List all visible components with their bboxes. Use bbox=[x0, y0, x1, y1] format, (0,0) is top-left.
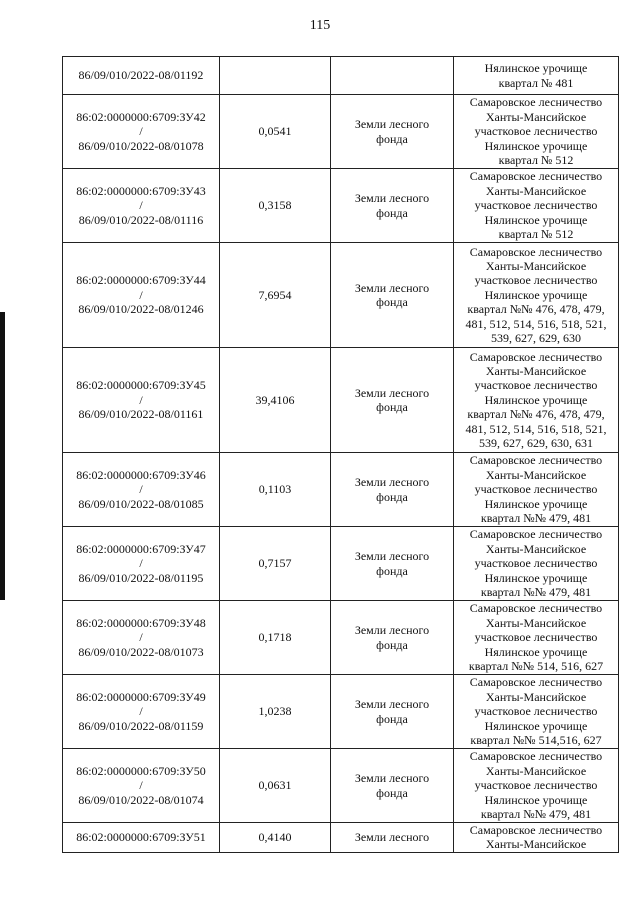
location-line: Ханты-Мансийское bbox=[485, 467, 587, 482]
land-category-cell bbox=[331, 169, 454, 243]
table-row bbox=[63, 95, 619, 169]
cadastral-id-line: 86/09/010/2022-08/01074 bbox=[78, 792, 204, 807]
table-row bbox=[63, 749, 619, 823]
table-row bbox=[63, 243, 619, 348]
cadastral-id-line: 86:02:0000000:6709:ЗУ46 bbox=[76, 467, 206, 482]
land-category-line: фонда bbox=[376, 637, 408, 652]
location-line: участковое лесничество bbox=[474, 482, 598, 497]
location-line: Ханты-Мансийское bbox=[485, 541, 587, 556]
location-line: участковое лесничество bbox=[474, 198, 598, 213]
table-row bbox=[63, 601, 619, 675]
cadastral-id-cell bbox=[63, 675, 220, 749]
location-line: Ханты-Мансийское bbox=[485, 837, 587, 852]
location-cell bbox=[454, 749, 619, 823]
location-line: Ханты-Мансийское bbox=[485, 109, 587, 124]
land-category-line: Земли лесного bbox=[354, 475, 430, 490]
cadastral-id-cell bbox=[63, 453, 220, 527]
table-row bbox=[63, 57, 619, 95]
land-category-line: Земли лесного bbox=[354, 117, 430, 132]
location-line: Ханты-Мансийское bbox=[485, 615, 587, 630]
cadastral-id-line: 86:02:0000000:6709:ЗУ47 bbox=[76, 541, 206, 556]
location-line: Самаровское лесничество bbox=[469, 675, 603, 690]
location-line: участковое лесничество bbox=[474, 556, 598, 571]
cadastral-id-line: / bbox=[139, 392, 143, 407]
table-row bbox=[63, 453, 619, 527]
cadastral-id-cell bbox=[63, 348, 220, 453]
area-value: 0,4140 bbox=[258, 830, 292, 845]
location-line: Ханты-Мансийское bbox=[485, 363, 587, 378]
table-body bbox=[63, 57, 619, 853]
location-line: квартал №№ 476, 478, 479, bbox=[467, 407, 605, 422]
location-line: Нялинское урочище bbox=[484, 392, 588, 407]
land-category-cell bbox=[331, 243, 454, 348]
location-line: Ханты-Мансийское bbox=[485, 689, 587, 704]
location-cell bbox=[454, 57, 619, 95]
location-line: квартал №№ 476, 478, 479, bbox=[467, 302, 605, 317]
land-category-line: Земли лесного bbox=[354, 385, 430, 400]
land-category-line: фонда bbox=[376, 785, 408, 800]
location-line: Нялинское урочище bbox=[484, 718, 588, 733]
area-cell bbox=[220, 675, 331, 749]
land-category-line: Земли лесного bbox=[354, 549, 430, 564]
area-cell bbox=[220, 601, 331, 675]
area-value: 0,3158 bbox=[258, 198, 292, 213]
location-line: Самаровское лесничество bbox=[469, 169, 603, 184]
land-category-line: Земли лесного bbox=[354, 191, 430, 206]
cadastral-id-cell bbox=[63, 57, 220, 95]
location-line: Самаровское лесничество bbox=[469, 349, 603, 364]
cadastral-id-line: 86:02:0000000:6709:ЗУ43 bbox=[76, 183, 206, 198]
location-line: 481, 512, 514, 516, 518, 521, bbox=[465, 421, 607, 436]
location-line: участковое лесничество bbox=[474, 630, 598, 645]
cadastral-id-cell bbox=[63, 601, 220, 675]
location-line: Самаровское лесничество bbox=[469, 527, 603, 542]
cadastral-id-line: / bbox=[139, 198, 143, 213]
location-cell bbox=[454, 527, 619, 601]
land-category-cell bbox=[331, 675, 454, 749]
location-line: участковое лесничество bbox=[474, 124, 598, 139]
cadastral-id-line: / bbox=[139, 704, 143, 719]
cadastral-id-line: 86/09/010/2022-08/01078 bbox=[78, 138, 204, 153]
land-category-line: Земли лесного bbox=[354, 771, 430, 786]
location-line: 539, 627, 629, 630, 631 bbox=[479, 436, 593, 451]
location-line: квартал № 512 bbox=[498, 153, 574, 168]
area-value: 1,0238 bbox=[258, 704, 292, 719]
location-line: участковое лесничество bbox=[474, 273, 598, 288]
land-category-line: Земли лесного bbox=[354, 623, 430, 638]
location-cell bbox=[454, 601, 619, 675]
area-cell bbox=[220, 57, 331, 95]
land-category-cell bbox=[331, 527, 454, 601]
cadastral-id-line: / bbox=[139, 482, 143, 497]
area-cell bbox=[220, 527, 331, 601]
location-line: 481, 512, 514, 516, 518, 521, bbox=[465, 316, 607, 331]
area-cell bbox=[220, 453, 331, 527]
location-line: Ханты-Мансийское bbox=[485, 183, 587, 198]
cadastral-id-cell bbox=[63, 169, 220, 243]
area-cell bbox=[220, 95, 331, 169]
cadastral-id-line: 86/09/010/2022-08/01085 bbox=[78, 496, 204, 511]
land-category-line: фонда bbox=[376, 131, 408, 146]
table-row bbox=[63, 348, 619, 453]
cadastral-id-line: 86:02:0000000:6709:ЗУ45 bbox=[76, 378, 206, 393]
location-line: участковое лесничество bbox=[474, 778, 598, 793]
land-category-line: фонда bbox=[376, 295, 408, 309]
area-cell bbox=[220, 243, 331, 348]
land-category-line: Земли лесного bbox=[354, 830, 430, 845]
land-category-cell bbox=[331, 348, 454, 453]
land-category-line: Земли лесного bbox=[354, 697, 430, 712]
area-cell bbox=[220, 749, 331, 823]
area-cell bbox=[220, 169, 331, 243]
cadastral-id-cell bbox=[63, 749, 220, 823]
cadastral-id-line: 86/09/010/2022-08/01246 bbox=[78, 302, 204, 317]
location-line: квартал №№ 514,516, 627 bbox=[470, 733, 602, 748]
cadastral-id-cell bbox=[63, 527, 220, 601]
cadastral-id-line: 86:02:0000000:6709:ЗУ48 bbox=[76, 615, 206, 630]
area-value: 0,1718 bbox=[258, 630, 292, 645]
location-line: Нялинское урочище bbox=[484, 287, 588, 302]
land-plots-table bbox=[62, 56, 619, 853]
location-line: Ханты-Мансийское bbox=[485, 763, 587, 778]
cadastral-id-line: / bbox=[139, 556, 143, 571]
area-value: 0,1103 bbox=[258, 482, 292, 497]
location-cell bbox=[454, 675, 619, 749]
location-line: участковое лесничество bbox=[474, 704, 598, 719]
cadastral-id-line: 86/09/010/2022-08/01192 bbox=[78, 68, 204, 83]
location-line: Самаровское лесничество bbox=[469, 453, 603, 468]
land-category-line: фонда bbox=[376, 711, 408, 726]
cadastral-id-line: 86/09/010/2022-08/01073 bbox=[78, 644, 204, 659]
table-row bbox=[63, 823, 619, 853]
cadastral-id-cell bbox=[63, 95, 220, 169]
scan-edge-mark bbox=[0, 312, 5, 600]
land-category-line: фонда bbox=[376, 563, 408, 578]
table-row bbox=[63, 169, 619, 243]
cadastral-id-line: 86:02:0000000:6709:ЗУ42 bbox=[76, 109, 206, 124]
cadastral-id-line: / bbox=[139, 287, 143, 302]
location-line: Нялинское урочище bbox=[484, 792, 588, 807]
area-value: 0,7157 bbox=[258, 556, 292, 571]
location-line: Самаровское лесничество bbox=[469, 244, 603, 259]
land-category-line: фонда bbox=[376, 400, 408, 414]
location-line: квартал №№ 479, 481 bbox=[480, 511, 592, 526]
cadastral-id-line: 86/09/010/2022-08/01195 bbox=[78, 570, 204, 585]
land-category-cell bbox=[331, 823, 454, 853]
land-category-line: фонда bbox=[376, 489, 408, 504]
cadastral-id-cell bbox=[63, 823, 220, 853]
cadastral-id-line: 86:02:0000000:6709:ЗУ50 bbox=[76, 763, 206, 778]
location-line: Нялинское урочище bbox=[484, 61, 588, 76]
area-value: 0,0631 bbox=[258, 778, 292, 793]
table-row bbox=[63, 527, 619, 601]
location-line: 539, 627, 629, 630 bbox=[491, 331, 581, 346]
area-value: 0,0541 bbox=[258, 124, 292, 139]
cadastral-id-line: / bbox=[139, 778, 143, 793]
location-cell bbox=[454, 95, 619, 169]
cadastral-id-line: 86:02:0000000:6709:ЗУ49 bbox=[76, 689, 206, 704]
land-category-line: Земли лесного bbox=[354, 280, 430, 295]
location-line: Самаровское лесничество bbox=[469, 823, 603, 837]
land-category-line: фонда bbox=[376, 205, 408, 220]
cadastral-id-line: / bbox=[139, 630, 143, 645]
land-category-cell bbox=[331, 601, 454, 675]
land-category-cell bbox=[331, 453, 454, 527]
area-cell bbox=[220, 823, 331, 853]
cadastral-id-line: 86/09/010/2022-08/01161 bbox=[78, 407, 204, 422]
cadastral-id-line: 86/09/010/2022-08/01116 bbox=[78, 212, 204, 227]
location-cell bbox=[454, 169, 619, 243]
cadastral-id-line: 86:02:0000000:6709:ЗУ51 bbox=[76, 830, 206, 845]
location-line: Нялинское урочище bbox=[484, 570, 588, 585]
area-cell bbox=[220, 348, 331, 453]
location-line: Самаровское лесничество bbox=[469, 95, 603, 110]
location-line: Самаровское лесничество bbox=[469, 601, 603, 616]
location-line: Нялинское урочище bbox=[484, 496, 588, 511]
page-number: 115 bbox=[309, 18, 331, 33]
cadastral-id-cell bbox=[63, 243, 220, 348]
land-category-cell bbox=[331, 57, 454, 95]
cadastral-id-line: 86:02:0000000:6709:ЗУ44 bbox=[76, 273, 206, 288]
area-value: 7,6954 bbox=[258, 287, 292, 302]
location-line: квартал № 512 bbox=[498, 227, 574, 242]
location-line: квартал №№ 514, 516, 627 bbox=[468, 659, 604, 674]
location-cell bbox=[454, 348, 619, 453]
table-row bbox=[63, 675, 619, 749]
location-line: квартал №№ 479, 481 bbox=[480, 585, 592, 600]
location-line: участковое лесничество bbox=[474, 378, 598, 393]
location-cell bbox=[454, 453, 619, 527]
location-cell bbox=[454, 823, 619, 853]
land-category-cell bbox=[331, 749, 454, 823]
location-line: Ханты-Мансийское bbox=[485, 258, 587, 273]
location-line: квартал №№ 479, 481 bbox=[480, 807, 592, 822]
location-line: Самаровское лесничество bbox=[469, 749, 603, 764]
location-cell bbox=[454, 243, 619, 348]
land-category-cell bbox=[331, 95, 454, 169]
cadastral-id-line: / bbox=[139, 124, 143, 139]
location-line: квартал № 481 bbox=[498, 75, 574, 90]
cadastral-id-line: 86/09/010/2022-08/01159 bbox=[78, 718, 204, 733]
location-line: Нялинское урочище bbox=[484, 212, 588, 227]
location-line: Нялинское урочище bbox=[484, 138, 588, 153]
location-line: Нялинское урочище bbox=[484, 644, 588, 659]
area-value: 39,4106 bbox=[255, 392, 295, 407]
